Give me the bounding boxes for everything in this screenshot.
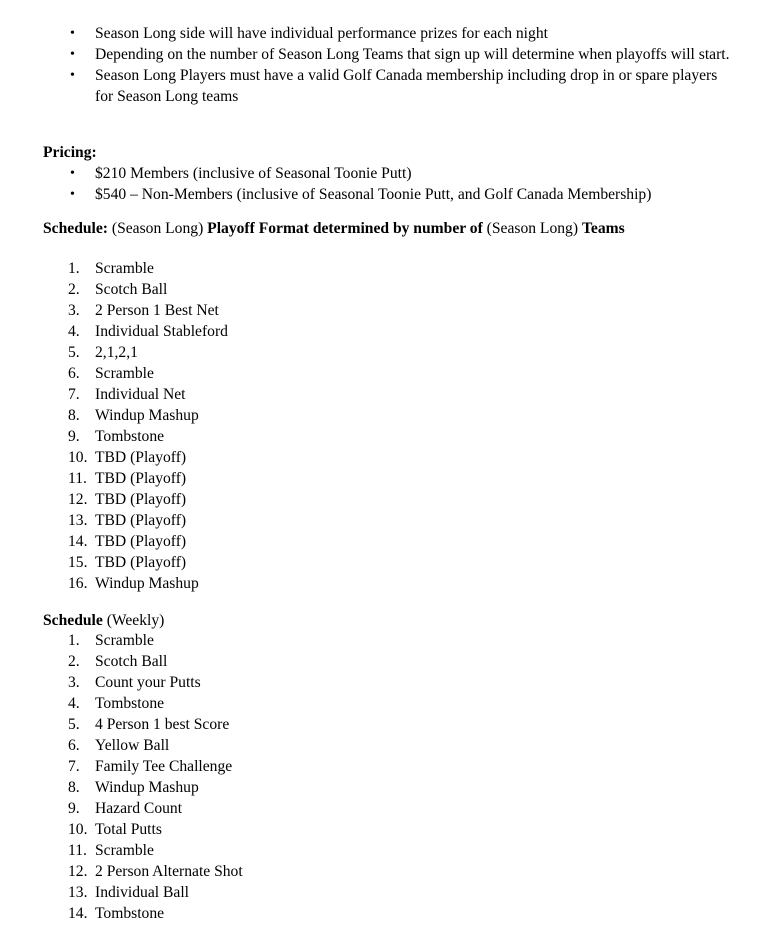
item-number: 13. xyxy=(68,512,88,529)
item-text: Scramble xyxy=(95,365,154,382)
list-item xyxy=(0,405,783,426)
item-number: 13. xyxy=(68,884,88,901)
item-text: Scotch Ball xyxy=(95,653,168,670)
item-text: Tombstone xyxy=(95,695,165,712)
weekly-schedule-list xyxy=(0,630,783,924)
list-item xyxy=(0,903,783,924)
item-text: TBD (Playoff) xyxy=(95,449,187,466)
item-number: 10. xyxy=(68,821,88,838)
list-item xyxy=(0,510,783,531)
season-schedule-list xyxy=(0,258,783,594)
price-text: $210 Members (inclusive of Seasonal Toonie Putt) xyxy=(95,165,412,182)
item-number: 3. xyxy=(68,302,80,319)
item-number: 6. xyxy=(68,365,80,382)
item-text: Yellow Ball xyxy=(95,737,170,754)
item-number: 9. xyxy=(68,800,80,817)
list-item xyxy=(0,573,783,594)
pricing-heading: Pricing: xyxy=(43,144,97,161)
item-text: 2 Person Alternate Shot xyxy=(95,863,243,880)
item-number: 9. xyxy=(68,428,80,445)
item-text: Individual Net xyxy=(95,386,186,403)
list-item xyxy=(0,489,783,510)
item-text: Windup Mashup xyxy=(95,407,199,424)
item-text: Scramble xyxy=(95,842,154,859)
bullet-icon: • xyxy=(70,47,75,62)
item-number: 11. xyxy=(68,842,87,859)
item-text: Individual Ball xyxy=(95,884,189,901)
item-number: 5. xyxy=(68,344,80,361)
item-text: TBD (Playoff) xyxy=(95,491,187,508)
bullet-icon: • xyxy=(70,26,75,41)
item-number: 12. xyxy=(68,491,88,508)
list-item xyxy=(0,468,783,489)
list-item xyxy=(0,342,783,363)
item-number: 15. xyxy=(68,554,88,571)
bullet-icon: • xyxy=(70,166,75,181)
list-item xyxy=(0,384,783,405)
item-text: Family Tee Challenge xyxy=(95,758,233,775)
item-text: Scramble xyxy=(95,260,154,277)
item-number: 12. xyxy=(68,863,88,880)
bullet-icon: • xyxy=(70,68,75,83)
item-text: TBD (Playoff) xyxy=(95,470,187,487)
item-number: 4. xyxy=(68,323,80,340)
item-number: 4. xyxy=(68,695,80,712)
intro-bullet-list xyxy=(0,23,783,107)
item-number: 14. xyxy=(68,533,88,550)
list-item xyxy=(0,630,783,651)
item-number: 16. xyxy=(68,575,88,592)
item-text: 4 Person 1 best Score xyxy=(95,716,230,733)
bullet-text: Season Long side will have individual performance prizes for each night xyxy=(95,25,548,42)
list-item xyxy=(0,672,783,693)
list-item xyxy=(0,65,783,107)
list-item xyxy=(0,279,783,300)
list-item xyxy=(0,651,783,672)
season-schedule-heading: Schedule: (Season Long) Playoff Format determined by number of (Season Long) Teams xyxy=(43,220,625,237)
list-item xyxy=(0,426,783,447)
item-text: Tombstone xyxy=(95,905,165,922)
item-number: 10. xyxy=(68,449,88,466)
list-item xyxy=(0,163,783,184)
bullet-icon: • xyxy=(70,187,75,202)
item-text: Individual Stableford xyxy=(95,323,228,340)
item-number: 5. xyxy=(68,716,80,733)
list-item xyxy=(0,258,783,279)
item-text: Hazard Count xyxy=(95,800,183,817)
list-item xyxy=(0,321,783,342)
pricing-section xyxy=(0,142,783,205)
item-number: 14. xyxy=(68,905,88,922)
item-text: Windup Mashup xyxy=(95,575,199,592)
bullet-text: Depending on the number of Season Long Teams that sign up will determine when playoffs will start. xyxy=(95,46,730,63)
item-text: Total Putts xyxy=(95,821,162,838)
item-text: TBD (Playoff) xyxy=(95,533,187,550)
list-item xyxy=(0,819,783,840)
item-text: 2 Person 1 Best Net xyxy=(95,302,219,319)
list-item xyxy=(0,756,783,777)
list-item xyxy=(0,300,783,321)
item-number: 7. xyxy=(68,386,80,403)
item-number: 8. xyxy=(68,407,80,424)
item-number: 3. xyxy=(68,674,80,691)
list-item xyxy=(0,840,783,861)
list-item xyxy=(0,44,783,65)
list-item xyxy=(0,184,783,205)
item-number: 2. xyxy=(68,281,80,298)
item-text: Scotch Ball xyxy=(95,281,168,298)
price-text: $540 – Non-Members (inclusive of Seasonal Toonie Putt, and Golf Canada Membership) xyxy=(95,186,652,203)
list-item xyxy=(0,447,783,468)
item-number: 1. xyxy=(68,632,80,649)
list-item xyxy=(0,552,783,573)
item-text: TBD (Playoff) xyxy=(95,554,187,571)
bullet-text: Season Long Players must have a valid Golf Canada membership including drop in or spare players for Season Long teams xyxy=(95,67,718,105)
list-item xyxy=(0,363,783,384)
item-number: 1. xyxy=(68,260,80,277)
list-item xyxy=(0,882,783,903)
item-text: Windup Mashup xyxy=(95,779,199,796)
item-text: 2,1,2,1 xyxy=(95,344,138,361)
list-item xyxy=(0,23,783,44)
item-number: 7. xyxy=(68,758,80,775)
item-number: 6. xyxy=(68,737,80,754)
item-number: 2. xyxy=(68,653,80,670)
item-number: 8. xyxy=(68,779,80,796)
list-item xyxy=(0,693,783,714)
list-item xyxy=(0,861,783,882)
item-text: Scramble xyxy=(95,632,154,649)
list-item xyxy=(0,777,783,798)
list-item xyxy=(0,735,783,756)
list-item xyxy=(0,531,783,552)
item-number: 11. xyxy=(68,470,87,487)
item-text: Count your Putts xyxy=(95,674,201,691)
weekly-schedule-heading: Schedule (Weekly) xyxy=(43,612,165,629)
item-text: Tombstone xyxy=(95,428,165,445)
list-item xyxy=(0,798,783,819)
list-item xyxy=(0,714,783,735)
item-text: TBD (Playoff) xyxy=(95,512,187,529)
